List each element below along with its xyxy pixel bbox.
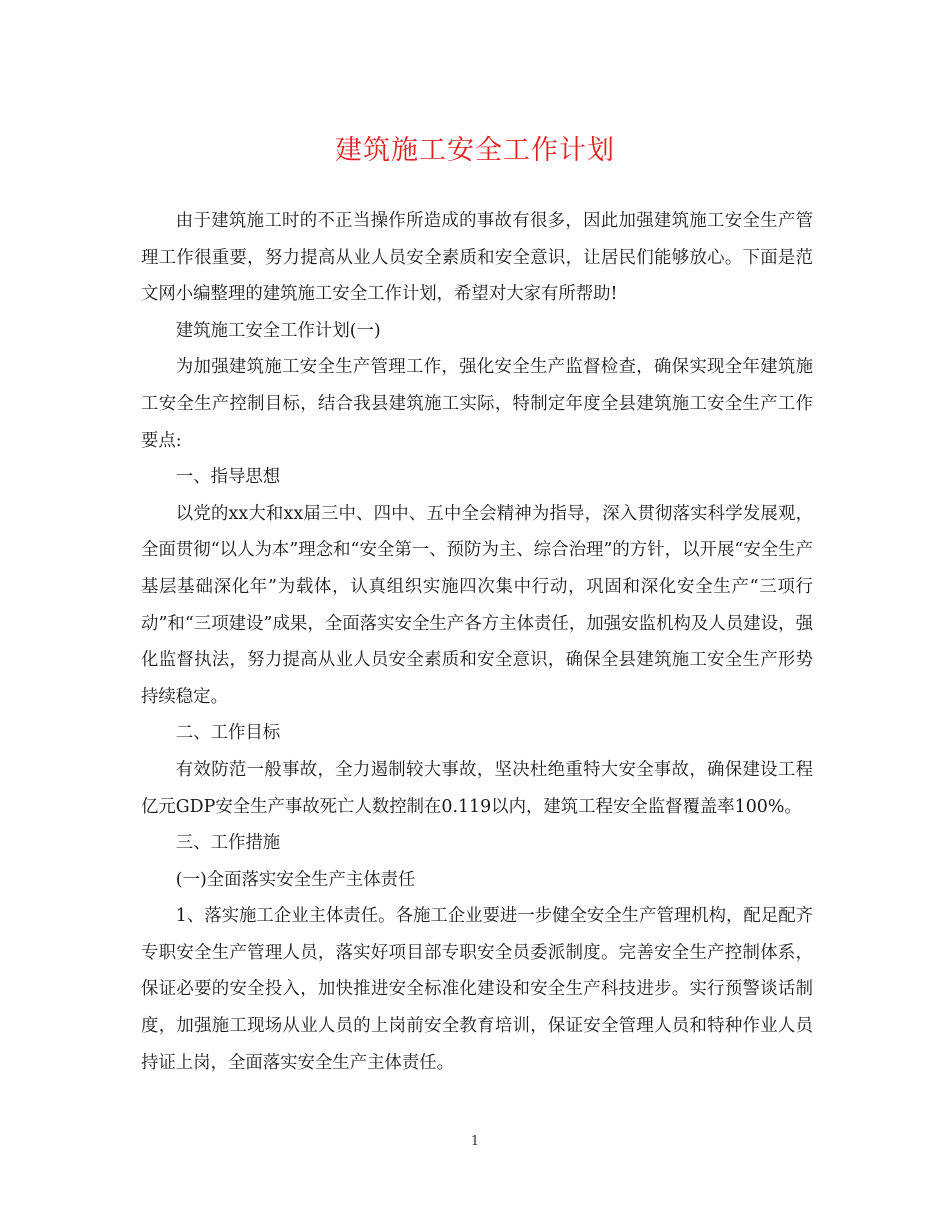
- paragraph-work-goals: 有效防范一般事故，全力遏制较大事故，坚决杜绝重特大安全事故，确保建设工程亿元GDP安全生产事故死亡人数控制在0.119以内，建筑工程安全监督覆盖率100%。: [141, 759, 813, 817]
- paragraph-enterprise-responsibility: 1、落实施工企业主体责任。各施工企业要进一步健全安全生产管理机构，配足配齐专职安全生产管理人员，落实好项目部专职安全员委派制度。完善安全生产控制体系，保证必要的安全投入，加快推进安全标准化建设和安全生产科技进步。实行预警谈话制度，加强施工现场从业人员的上岗前安全教育培训，保证安全管理人员和特种作业人员持证上岗，全面落实安全生产主体责任。: [141, 906, 813, 1073]
- section-heading-guiding-ideology: 一、指导思想: [175, 467, 281, 488]
- paragraph-guiding-ideology: 以党的xx大和xx届三中、四中、五中全会精神为指导，深入贯彻落实科学发展观，全面贯彻“以人为本”理念和“安全第一、预防为主、综合治理”的方针，以开展“安全生产基层基础深化年”为载体，认真组织实施四次集中行动，巩固和深化安全生产“三项行动”和“三项建设”成果，全面落实安全生产各方主体责任，加强安监机构及人员建设，强化监督执法，努力提高从业人员安全素质和安全意识，确保全县建筑施工安全生产形势持续稳定。: [141, 503, 813, 707]
- paragraph-subtitle: 建筑施工安全工作计划(一): [175, 320, 381, 341]
- paragraph-preamble: 为加强建筑施工安全生产管理工作，强化安全生产监督检查，确保实现全年建筑施工安全生产控制目标，结合我县建筑施工实际，特制定年度全县建筑施工安全生产工作要点:: [141, 357, 813, 451]
- subsection-heading-responsibility: (一)全面落实安全生产主体责任: [175, 869, 416, 890]
- page-number: 1: [470, 1134, 480, 1149]
- section-heading-work-goals: 二、工作目标: [175, 723, 281, 744]
- section-heading-work-measures: 三、工作措施: [175, 833, 281, 854]
- document-body: [141, 203, 813, 1081]
- paragraph-intro: 由于建筑施工时的不正当操作所造成的事故有很多，因此加强建筑施工安全生产管理工作很重要，努力提高从业人员安全素质和安全意识，让居民们能够放心。下面是范文网小编整理的建筑施工安全工作计划，希望对大家有所帮助!: [141, 211, 813, 305]
- document-title: 建筑施工安全工作计划: [335, 135, 615, 166]
